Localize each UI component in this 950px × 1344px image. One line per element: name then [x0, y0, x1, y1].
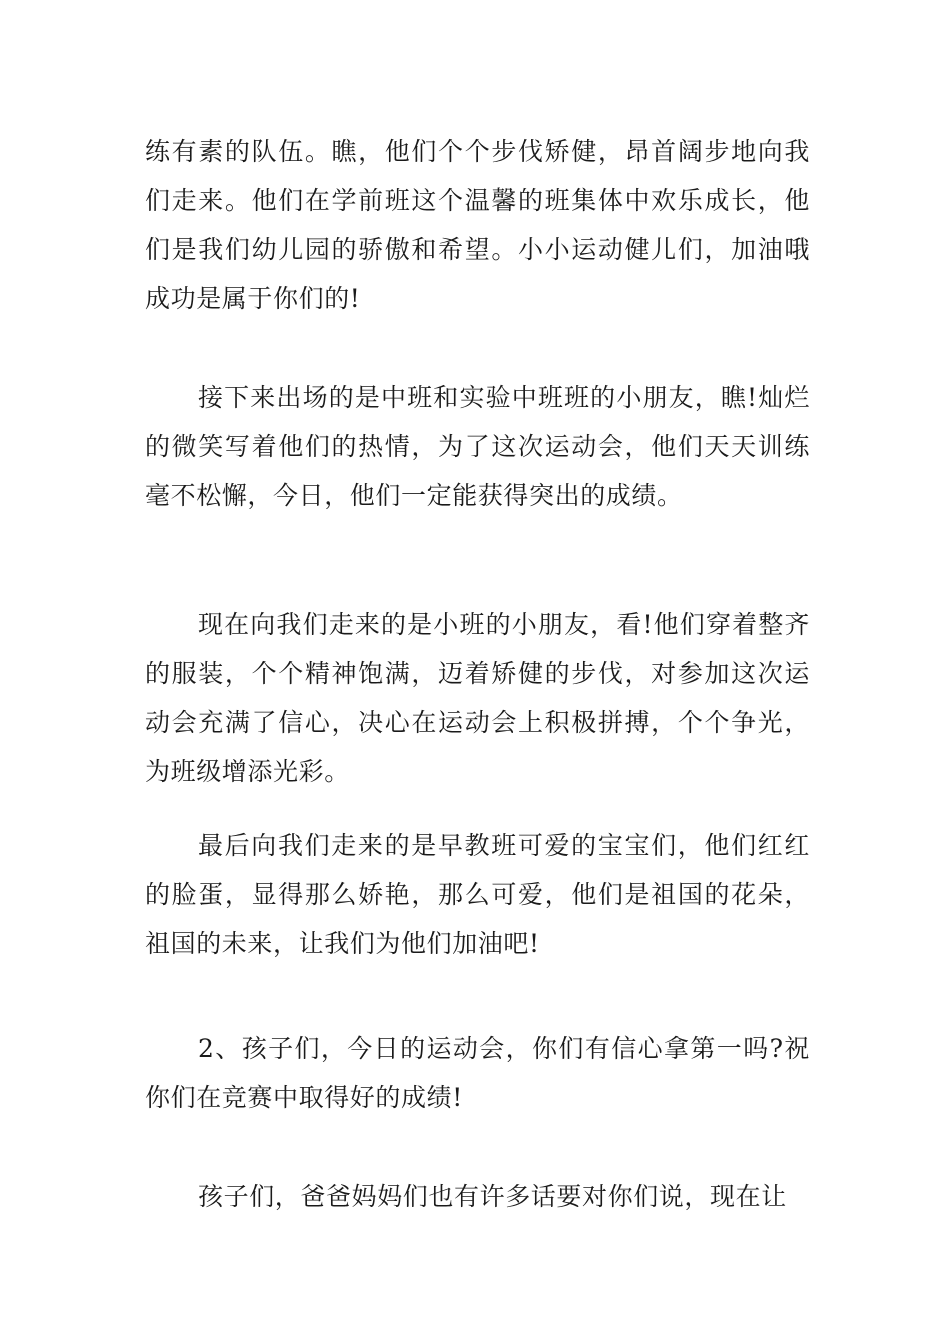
paragraph-early-education: 最后向我们走来的是早教班可爱的宝宝们，他们红红的脸蛋，显得那么娇艳，那么可爱，他们是祖国的花朵，祖国的未来，让我们为他们加油吧!	[145, 831, 810, 958]
paragraph-continued-intro: 练有素的队伍。瞧，他们个个步伐矫健，昂首阔步地向我们走来。他们在学前班这个温馨的班集体中欢乐成长，他们是我们幼儿园的骄傲和希望。小小运动健儿们，加油哦成功是属于你们的!	[145, 137, 810, 313]
paragraph-middle-class: 接下来出场的是中班和实验中班班的小朋友，瞧!灿烂的微笑写着他们的热情，为了这次运动会，他们天天训练毫不松懈，今日，他们一定能获得突出的成绩。	[145, 383, 810, 510]
paragraph-small-class: 现在向我们走来的是小班的小朋友，看!他们穿着整齐的服装，个个精神饱满，迈着矫健的步伐，对参加这次运动会充满了信心，决心在运动会上积极拼搏，个个争光，为班级增添光彩。	[145, 610, 810, 786]
paragraph-confidence: 2、孩子们，今日的运动会，你们有信心拿第一吗?祝你们在竞赛中取得好的成绩!	[145, 1034, 810, 1112]
paragraph-parents: 孩子们，爸爸妈妈们也有许多话要对你们说，现在让	[198, 1182, 787, 1211]
